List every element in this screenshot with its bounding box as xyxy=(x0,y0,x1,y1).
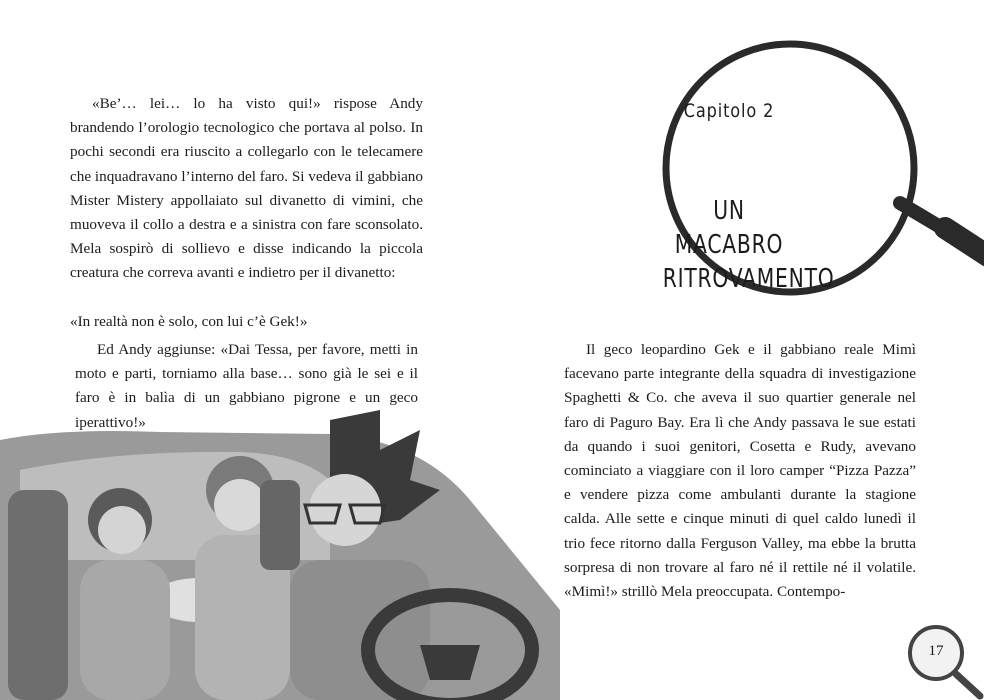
paragraph-gek-quote: «In realtà non è solo, con lui c’è Gek!» xyxy=(70,313,308,330)
chapter-label: Capitolo 2 xyxy=(683,100,775,122)
paragraph-andy-watch: «Be’… lei… lo ha visto qui!» rispose Andy brandendo l’orologio tecnologico che portava al polso. In pochi secondi era riuscito a collegarlo con le telecamere che inquadravano l’interno del faro. Si vedeva il gabbiano Mister Mistery appollaiato sul divanetto di vimini, che muoveva il collo a destra e a sinistra con fare sconsolato. Mela sospirò di sollievo e disse indicando la piccola creatura che correva avanti e indietro per il divanetto: xyxy=(70,95,423,282)
page-number-magnifier-icon xyxy=(906,620,984,700)
right-page xyxy=(492,0,984,700)
page-number: 17 xyxy=(928,643,944,659)
paragraph-andy-tessa: Ed Andy aggiunse: «Dai Tessa, per favore, metti in moto e parti, torniamo alla base… sono già le sei e il faro è in balìa di un gabbiano pigrone e un geco iperattivo!» xyxy=(75,341,418,431)
chapter-title: UN MACABRO RITROVAMENTO xyxy=(662,196,835,294)
car-illustration xyxy=(0,410,560,700)
paragraph-gek-mimi: Il geco leopardino Gek e il gabbiano reale Mimì facevano parte integrante della squadra di investigazione Spaghetti & Co. che aveva il suo quartier generale nel faro di Paguro Bay. Era lì che Andy passava le sue estati da quando i suoi genitori, Cosetta e Rudy, avevano cominciato a viaggiare con il loro camper “Pizza Pazza” e vendere pizza come ambulanti durante la stagione calda. Alle sette e cinque minuti di quel caldo lunedì il trio fece ritorno dalla Ferguson Valley, ma ebbe la brutta sorpresa di non trovare al faro né il rettile né il volatile. «Mimì!» strillò Mela preoccupata. Contempo- xyxy=(564,341,916,601)
